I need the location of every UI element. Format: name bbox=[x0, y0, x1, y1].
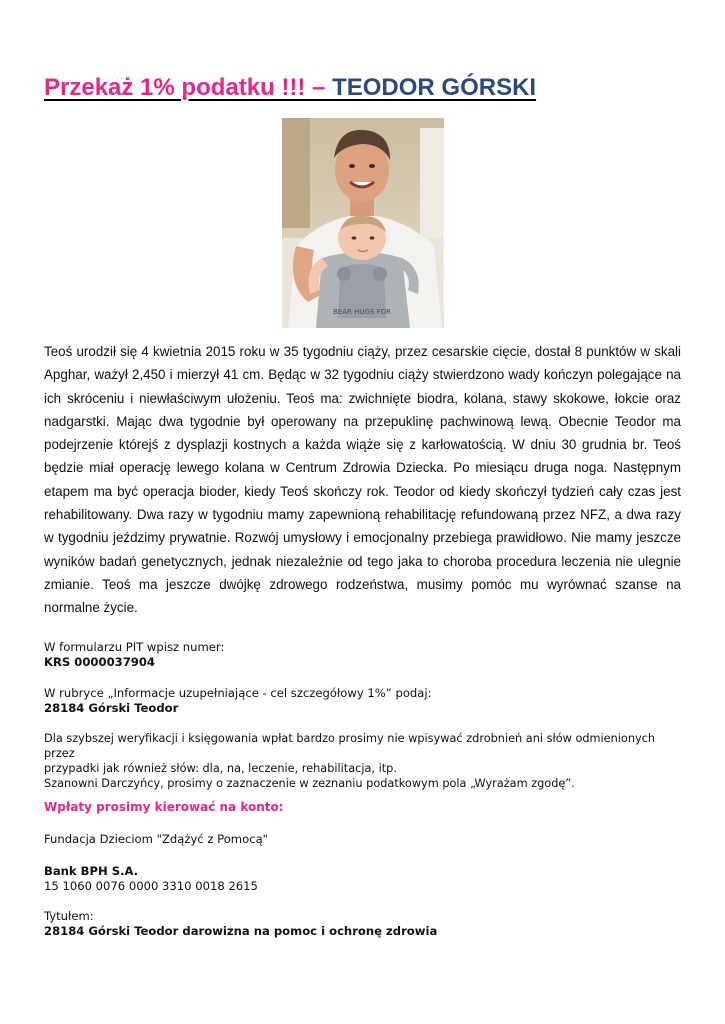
pit-section bbox=[44, 640, 684, 670]
pit-label: W formularzu PIT wpisz numer: bbox=[44, 640, 225, 654]
krs-number: KRS 0000037904 bbox=[44, 655, 155, 669]
rubric-label: W rubryce „Informacje uzupełniające - cel szczegółowy 1%” podaj: bbox=[44, 686, 432, 700]
payments-heading: Wpłaty prosimy kierować na konto: bbox=[44, 800, 284, 814]
photo-illustration bbox=[282, 118, 444, 328]
transfer-title-section bbox=[44, 909, 684, 939]
transfer-title-value: 28184 Górski Teodor darowizna na pomoc i ochronę zdrowia bbox=[44, 924, 438, 938]
child-photo bbox=[282, 118, 444, 328]
foundation-name: Fundacja Dzieciom "Zdążyć z Pomocą" bbox=[44, 832, 268, 846]
shirt-text: BEAR HUGS FOR bbox=[333, 308, 391, 316]
story-paragraph: Teoś urodził się 4 kwietnia 2015 roku w 35 tygodniu ciąży, przez cesarskie cięcie, dostał 8 punktów w skali Apghar, ważył 2,450 i mierzył 41 cm. Będąc w 32 tygodniu ciąży stwierdzono wady kończyn polegające na ich skróceniu i niewłaściwym ułożeniu. Teoś ma: zwichnięte biodra, kolana, stawy skokowe, łokcie oraz nadgarstki. Mając dwa tygodnie był operowany na przepuklinę pachwinową lewą. Obecnie Teodor ma podejrzenie którejś z dysplazji kostnych a każda wiąże się z karłowatością. W dniu 30 grudnia br. Teoś będzie miał operację lewego kolana w Centrum Zdrowia Dziecka. Po miesiącu druga noga. Następnym etapem ma być operacja bioder, kiedy Teoś skończy rok. Teodor od kiedy skończył tydzień cały czas jest rehabilitowany. Dwa razy w tygodniu mamy zapewnioną rehabilitację refundowaną przez NFZ, a dwa razy w tygodniu jeździmy prywatnie. Rozwój umysłowy i emocjonalny przebiega prawidłowo. Nie mamy jeszcze wyników badań genetycznych, jednak niezależnie od tego jaka to choroba procedura leczenia nie ulegnie zmianie. Teoś ma jeszcze dwójkę zdrowego rodzeństwa, musimy pomóc mu wyrównać szanse na normalne życie. bbox=[44, 344, 681, 616]
bank-name: Bank BPH S.A. bbox=[44, 864, 139, 878]
rubric-value: 28184 Górski Teodor bbox=[44, 701, 179, 715]
notice-line-1: Dla szybszej weryfikacji i księgowania wpłat bardzo prosimy nie wpisywać zdrobnień ani słów odmienionych przez bbox=[44, 732, 656, 760]
account-number: 15 1060 0076 0000 3310 0018 2615 bbox=[44, 879, 258, 893]
page-title bbox=[44, 74, 536, 102]
notice-line-2: przypadki jak również słów: dla, na, leczenie, rehabilitacja, itp. bbox=[44, 762, 397, 775]
notice-section bbox=[44, 731, 684, 791]
rubric-section bbox=[44, 686, 684, 716]
title-prefix: Przekaż 1% podatku !!! – bbox=[44, 74, 333, 101]
transfer-title-label: Tytułem: bbox=[44, 909, 94, 923]
notice-line-3: Szanowni Darczyńcy, prosimy o zaznaczenie w zeznaniu podatkowym pola „Wyrażam zgodę”. bbox=[44, 777, 575, 790]
bank-section bbox=[44, 864, 684, 894]
title-name: TEODOR GÓRSKI bbox=[332, 74, 537, 101]
